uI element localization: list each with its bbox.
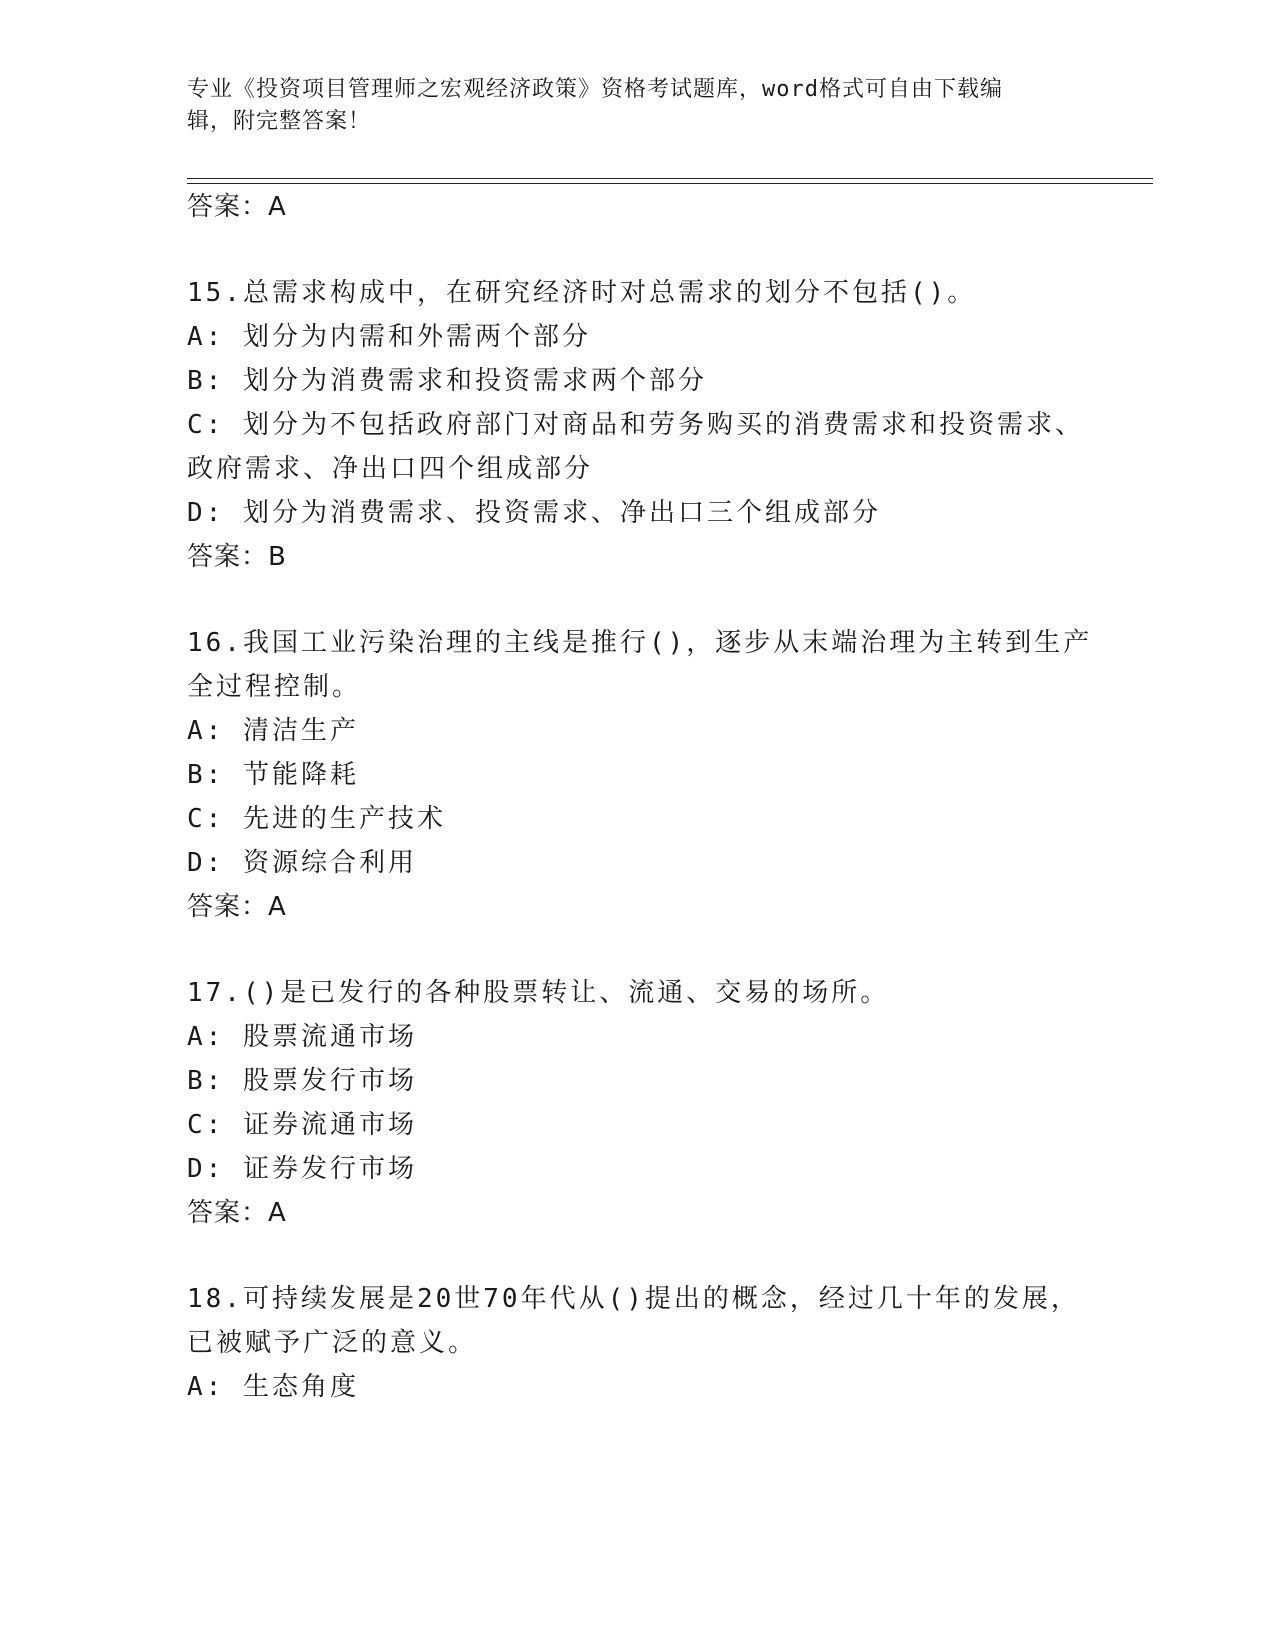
question-16-option-d: D: 资源综合利用 (187, 848, 417, 878)
question-18-stem-cont: 已被赋予广泛的意义。 (187, 1328, 478, 1358)
question-17-option-a: A: 股票流通市场 (187, 1022, 417, 1052)
question-16-option-a: A: 清洁生产 (187, 716, 359, 746)
answer-prev: 答案：A (187, 192, 287, 222)
question-15-option-b: B: 划分为消费需求和投资需求两个部分 (187, 366, 707, 396)
question-15-option-c: C: 划分为不包括政府部门对商品和劳务购买的消费需求和投资需求、 (187, 410, 1084, 440)
document-header (187, 74, 1067, 138)
question-17-stem: 17.()是已发行的各种股票转让、流通、交易的场所。 (187, 978, 890, 1008)
header-divider-top (187, 178, 1153, 179)
question-18-option-a: A: 生态角度 (187, 1372, 359, 1402)
question-16-stem-cont: 全过程控制。 (187, 672, 362, 702)
header-line-1: 专业《投资项目管理师之宏观经济政策》资格考试题库，word格式可自由下载编 (187, 77, 1003, 102)
question-16-option-c: C: 先进的生产技术 (187, 804, 446, 834)
header-divider-bottom (187, 183, 1153, 184)
question-15-stem: 15.总需求构成中，在研究经济时对总需求的划分不包括()。 (187, 278, 977, 308)
header-line-2: 辑，附完整答案！ (187, 109, 372, 134)
question-17-option-b: B: 股票发行市场 (187, 1066, 417, 1096)
question-16-stem: 16.我国工业污染治理的主线是推行()，逐步从末端治理为主转到生产 (187, 628, 1093, 658)
question-15-option-c-cont: 政府需求、净出口四个组成部分 (187, 454, 594, 484)
question-15-answer: 答案：B (187, 542, 287, 572)
question-17-answer: 答案：A (187, 1198, 287, 1228)
question-17-option-c: C: 证券流通市场 (187, 1110, 417, 1140)
question-17-option-d: D: 证券发行市场 (187, 1154, 417, 1184)
question-18-stem: 18.可持续发展是20世70年代从()提出的概念，经过几十年的发展， (187, 1284, 1080, 1314)
question-16-answer: 答案：A (187, 892, 287, 922)
question-15-option-a: A: 划分为内需和外需两个部分 (187, 322, 591, 352)
question-15-option-d: D: 划分为消费需求、投资需求、净出口三个组成部分 (187, 498, 881, 528)
question-16-option-b: B: 节能降耗 (187, 760, 359, 790)
